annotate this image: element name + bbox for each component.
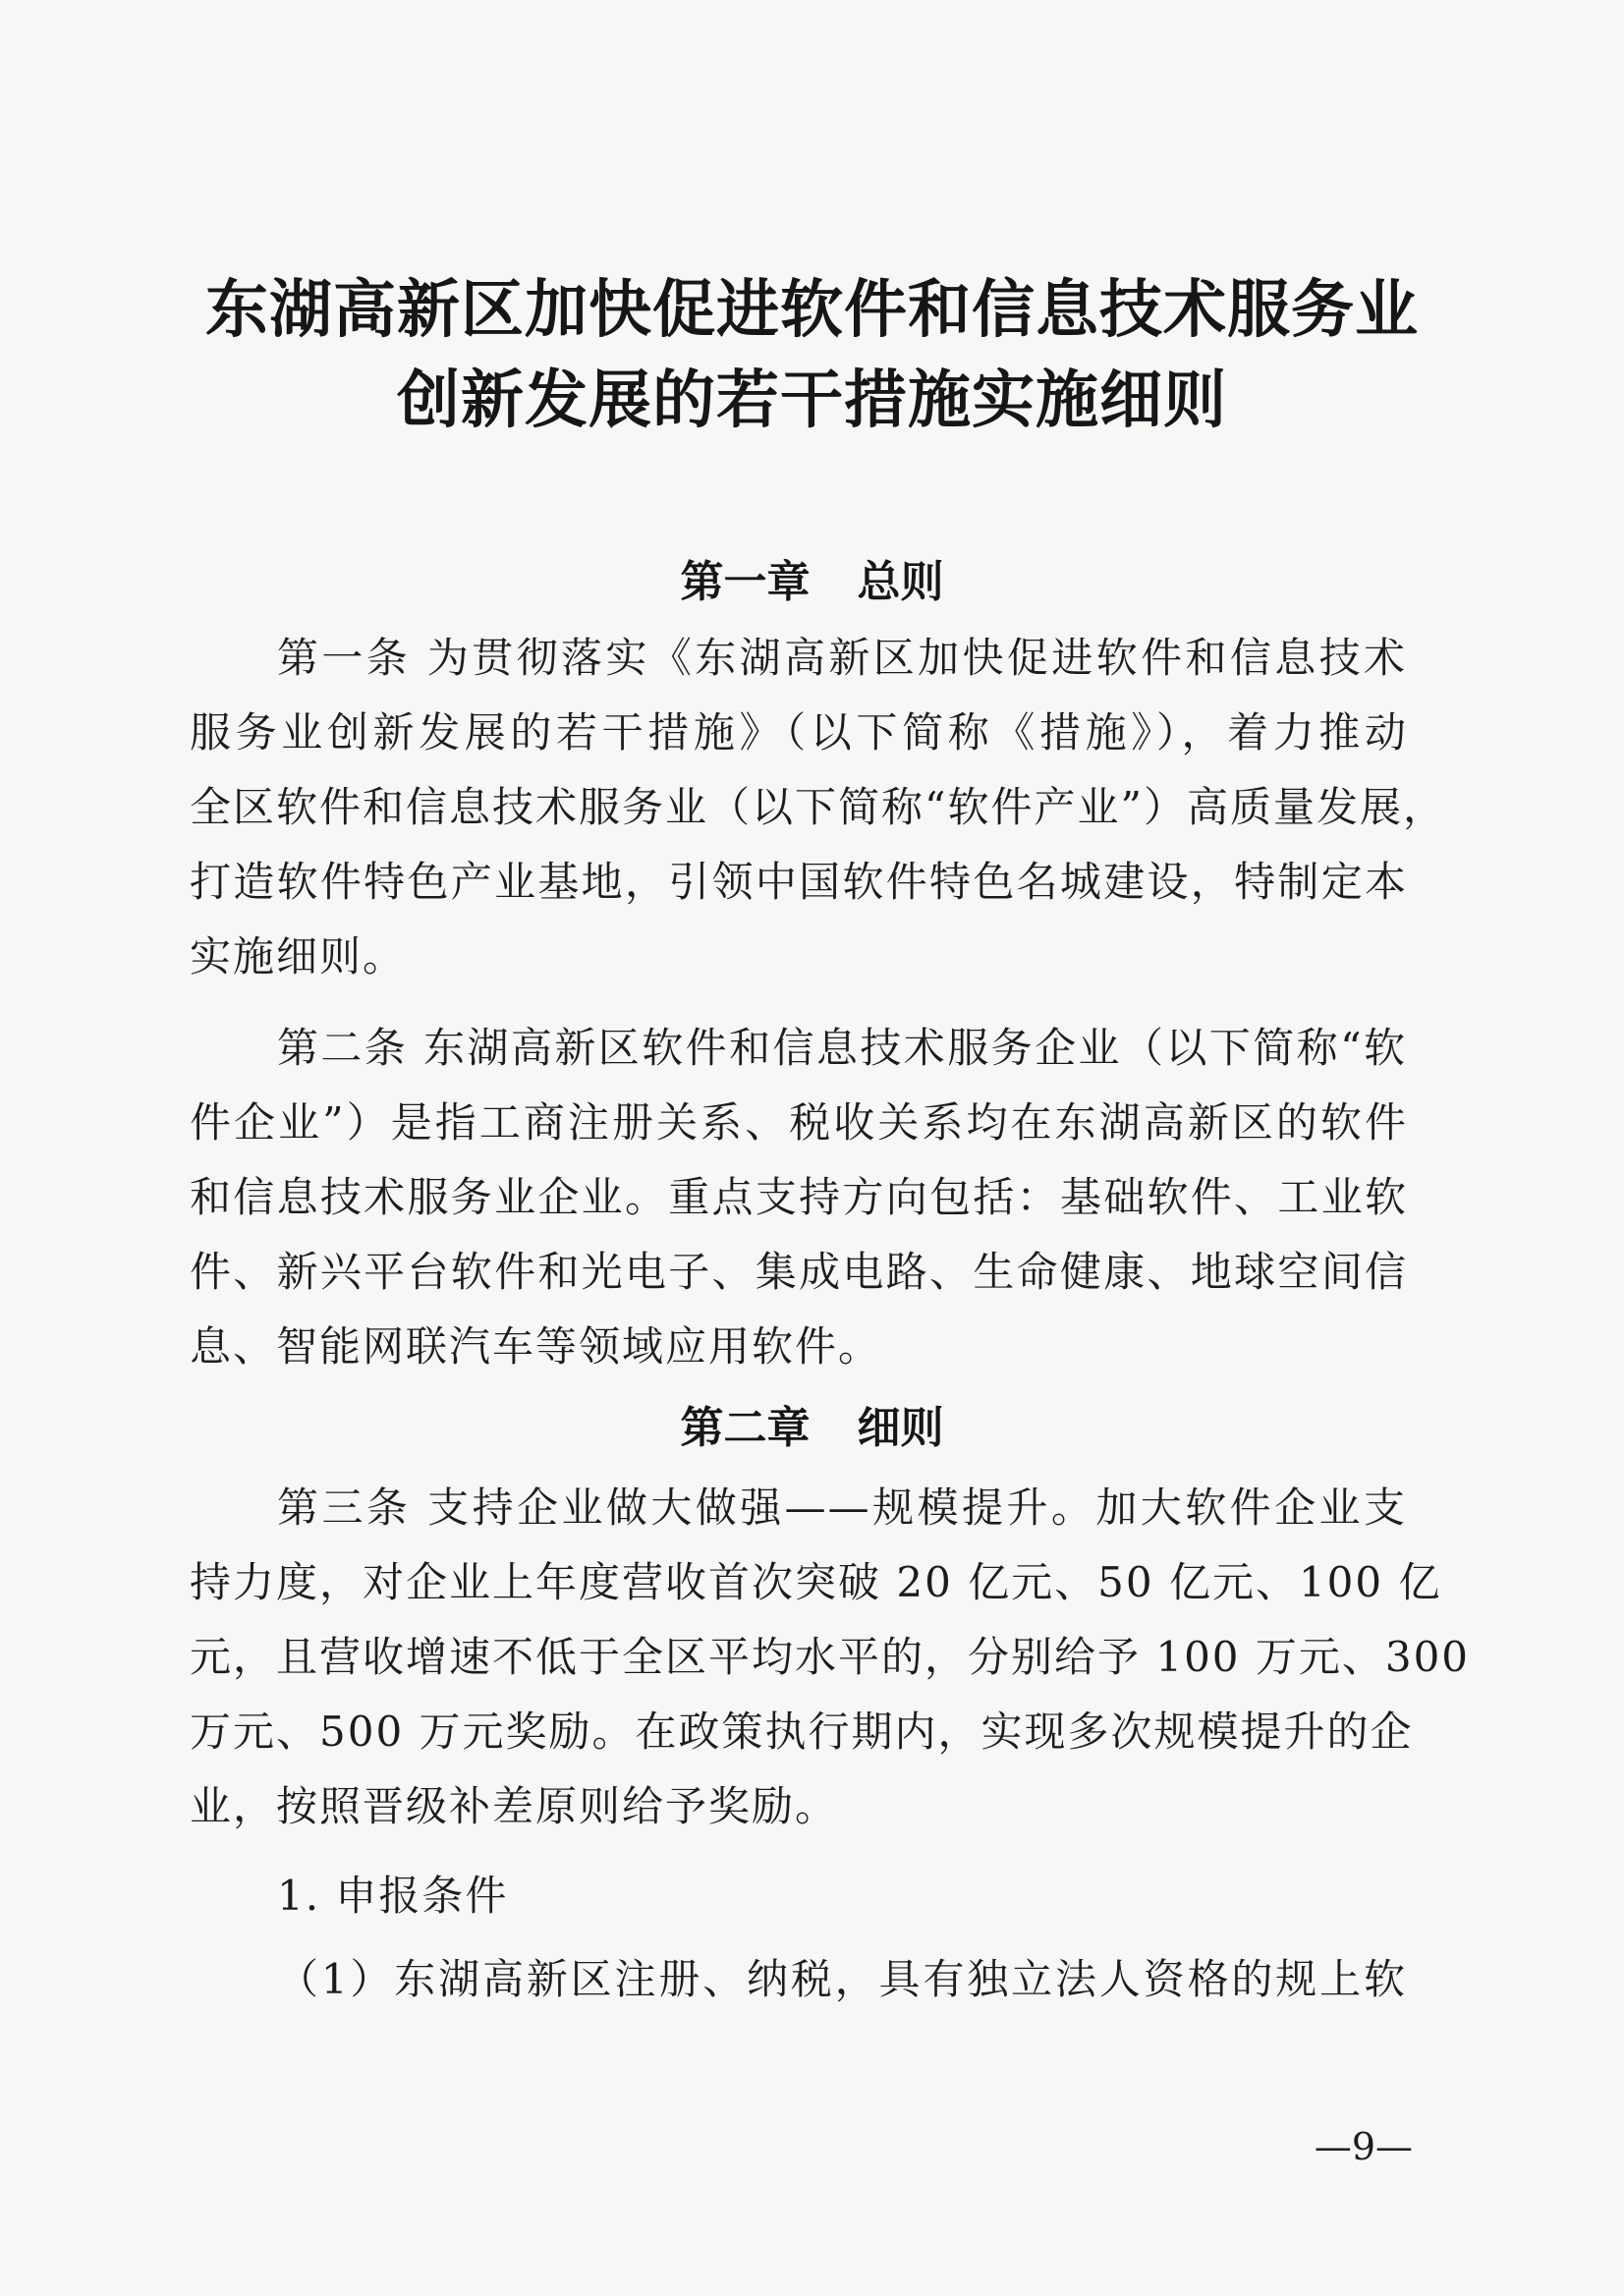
chapter-heading-2: [147, 1399, 1477, 1458]
condition-item-1: （1）东湖高新区注册、纳税，具有独立法人资格的规上软: [277, 1955, 1407, 2003]
article-3-line: 第三条 支持企业做大做强——规模提升。加大软件企业支: [277, 1484, 1407, 1532]
article-1-line: 服务业创新发展的若干措施》（以下简称《措施》），着力推动: [190, 708, 1408, 756]
article-2-line: 第二条 东湖高新区软件和信息技术服务企业（以下简称“软: [277, 1024, 1407, 1072]
article-3-line: 持力度，对企业上年度营收首次突破 20 亿元、50 亿元、100 亿: [190, 1558, 1442, 1606]
article-1-line: 打造软件特色产业基地，引领中国软件特色名城建设，特制定本: [190, 858, 1408, 906]
article-2-line: 和信息技术服务业企业。重点支持方向包括：基础软件、工业软: [190, 1173, 1408, 1221]
conditions-heading: 1. 申报条件: [277, 1872, 509, 1920]
chapter-name: 总则: [857, 557, 944, 607]
article-1-line: 实施细则。: [190, 932, 407, 980]
article-1-line: 第一条 为贯彻落实《东湖高新区加快促进软件和信息技术: [277, 634, 1407, 682]
page-number: —9—: [1314, 2125, 1413, 2168]
chapter-name: 细则: [857, 1403, 944, 1453]
chapter-heading-1: [147, 553, 1477, 612]
article-3-line: 业，按照晋级补差原则给予奖励。: [190, 1782, 839, 1830]
article-1-line: 全区软件和信息技术服务业（以下简称“软件产业”）高质量发展，: [190, 783, 1446, 831]
article-2-line: 息、智能网联汽车等领域应用软件。: [190, 1322, 882, 1371]
article-2-line: 件企业”）是指工商注册关系、税收关系均在东湖高新区的软件: [190, 1098, 1408, 1147]
document-title-line-2: 创新发展的若干措施实施细则: [397, 364, 1227, 437]
chapter-label: 第二章: [680, 1403, 811, 1453]
article-3-line: 万元、500 万元奖励。在政策执行期内，实现多次规模提升的企: [190, 1708, 1414, 1756]
article-3-line: 元，且营收增速不低于全区平均水平的，分别给予 100 万元、300: [190, 1633, 1471, 1681]
article-2-line: 件、新兴平台软件和光电子、集成电路、生命健康、地球空间信: [190, 1248, 1408, 1296]
document-title-line-1: 东湖高新区加快促进软件和信息技术服务业: [205, 274, 1419, 347]
chapter-label: 第一章: [680, 557, 811, 607]
